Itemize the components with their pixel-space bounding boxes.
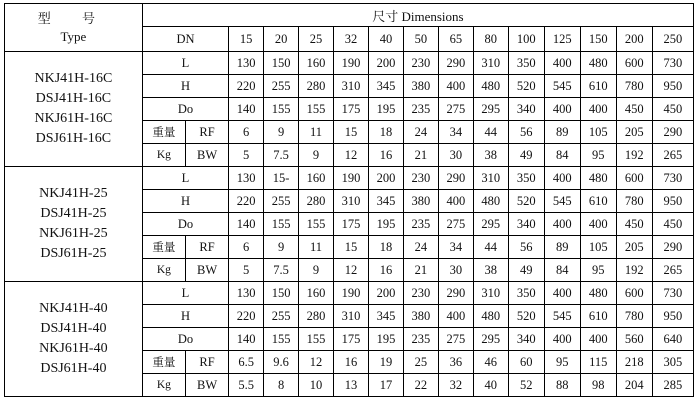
value-cell: 30	[438, 259, 473, 282]
value-cell: 140	[229, 213, 264, 236]
value-cell: 6.5	[229, 351, 264, 374]
value-cell: 480	[580, 52, 616, 75]
value-cell: 220	[229, 305, 264, 328]
value-cell: 11	[299, 236, 334, 259]
dn-value: 80	[473, 27, 508, 52]
value-cell: 12	[334, 144, 369, 167]
weight-sub-label: BW	[185, 374, 228, 397]
weight-unit: Kg	[142, 374, 185, 397]
value-cell: 480	[580, 282, 616, 305]
value-cell: 345	[368, 305, 403, 328]
value-cell: 560	[616, 328, 652, 351]
model-name: NKJ41H-40	[39, 301, 108, 316]
value-cell: 400	[544, 167, 580, 190]
value-cell: 230	[403, 52, 438, 75]
value-cell: 11	[299, 121, 334, 144]
value-cell: 285	[652, 374, 693, 397]
value-cell: 950	[652, 190, 693, 213]
value-cell: 520	[508, 305, 544, 328]
value-cell: 18	[368, 236, 403, 259]
value-cell: 44	[473, 236, 508, 259]
value-cell: 52	[508, 374, 544, 397]
value-cell: 290	[438, 167, 473, 190]
value-cell: 89	[544, 121, 580, 144]
value-cell: 480	[473, 75, 508, 98]
model-name: NKJ41H-16C	[34, 71, 113, 86]
row-label: L	[142, 282, 228, 305]
value-cell: 480	[473, 305, 508, 328]
model-name: DSJ41H-25	[40, 206, 107, 221]
value-cell: 34	[438, 121, 473, 144]
weight-label: 重量	[142, 121, 185, 144]
value-cell: 13	[334, 374, 369, 397]
value-cell: 780	[616, 305, 652, 328]
type-header	[5, 4, 143, 52]
value-cell: 15-	[264, 167, 299, 190]
value-cell: 25	[403, 351, 438, 374]
value-cell: 290	[652, 121, 693, 144]
value-cell: 400	[438, 75, 473, 98]
value-cell: 230	[403, 167, 438, 190]
weight-sub-label: RF	[185, 236, 228, 259]
valve-dimension-table	[4, 3, 694, 397]
value-cell: 400	[580, 328, 616, 351]
value-cell: 44	[473, 121, 508, 144]
value-cell: 84	[544, 144, 580, 167]
value-cell: 235	[403, 328, 438, 351]
value-cell: 600	[616, 52, 652, 75]
weight-sub-label: RF	[185, 351, 228, 374]
row-label: H	[142, 190, 228, 213]
value-cell: 310	[334, 75, 369, 98]
type-header-cn: 型 号	[37, 10, 110, 26]
dn-value: 40	[368, 27, 403, 52]
value-cell: 140	[229, 328, 264, 351]
value-cell: 380	[403, 75, 438, 98]
value-cell: 400	[544, 282, 580, 305]
value-cell: 600	[616, 167, 652, 190]
value-cell: 200	[368, 282, 403, 305]
row-label: Do	[142, 328, 228, 351]
value-cell: 130	[229, 167, 264, 190]
value-cell: 350	[508, 282, 544, 305]
value-cell: 280	[299, 305, 334, 328]
value-cell: 15	[334, 121, 369, 144]
model-name: NKJ41H-25	[39, 186, 108, 201]
model-name: NKJ61H-40	[39, 341, 108, 356]
value-cell: 140	[229, 98, 264, 121]
value-cell: 400	[544, 213, 580, 236]
row-label: Do	[142, 98, 228, 121]
value-cell: 520	[508, 75, 544, 98]
value-cell: 295	[473, 328, 508, 351]
value-cell: 9	[264, 121, 299, 144]
value-cell: 950	[652, 75, 693, 98]
value-cell: 16	[368, 259, 403, 282]
value-cell: 7.5	[264, 259, 299, 282]
model-type-cell	[5, 167, 143, 282]
value-cell: 450	[616, 98, 652, 121]
value-cell: 235	[403, 213, 438, 236]
value-cell: 22	[403, 374, 438, 397]
value-cell: 7.5	[264, 144, 299, 167]
value-cell: 155	[299, 98, 334, 121]
value-cell: 175	[334, 213, 369, 236]
value-cell: 310	[473, 167, 508, 190]
value-cell: 190	[334, 282, 369, 305]
value-cell: 195	[368, 98, 403, 121]
dn-label: DN	[142, 27, 228, 52]
value-cell: 340	[508, 213, 544, 236]
value-cell: 56	[508, 236, 544, 259]
table-row	[5, 167, 694, 190]
value-cell: 9	[299, 144, 334, 167]
value-cell: 9	[299, 259, 334, 282]
value-cell: 275	[438, 98, 473, 121]
dn-value: 125	[544, 27, 580, 52]
value-cell: 16	[368, 144, 403, 167]
header-row-dimensions	[5, 4, 694, 27]
value-cell: 9.6	[264, 351, 299, 374]
value-cell: 84	[544, 259, 580, 282]
value-cell: 155	[264, 98, 299, 121]
value-cell: 400	[438, 190, 473, 213]
value-cell: 345	[368, 75, 403, 98]
value-cell: 160	[299, 52, 334, 75]
value-cell: 56	[508, 121, 544, 144]
value-cell: 17	[368, 374, 403, 397]
dn-value: 50	[403, 27, 438, 52]
value-cell: 400	[438, 305, 473, 328]
value-cell: 150	[264, 52, 299, 75]
value-cell: 6	[229, 121, 264, 144]
table-row	[5, 282, 694, 305]
value-cell: 310	[473, 282, 508, 305]
weight-unit: Kg	[142, 259, 185, 282]
dn-value: 25	[299, 27, 334, 52]
value-cell: 105	[580, 236, 616, 259]
dn-value: 65	[438, 27, 473, 52]
value-cell: 350	[508, 52, 544, 75]
value-cell: 780	[616, 75, 652, 98]
value-cell: 340	[508, 98, 544, 121]
value-cell: 89	[544, 236, 580, 259]
model-name: NKJ61H-25	[39, 226, 108, 241]
value-cell: 610	[580, 75, 616, 98]
value-cell: 46	[473, 351, 508, 374]
value-cell: 8	[264, 374, 299, 397]
value-cell: 24	[403, 121, 438, 144]
value-cell: 400	[544, 98, 580, 121]
value-cell: 200	[368, 52, 403, 75]
value-cell: 160	[299, 167, 334, 190]
value-cell: 400	[544, 52, 580, 75]
value-cell: 610	[580, 190, 616, 213]
dn-value: 250	[652, 27, 693, 52]
value-cell: 155	[299, 213, 334, 236]
value-cell: 305	[652, 351, 693, 374]
model-type-cell	[5, 282, 143, 397]
weight-unit: Kg	[142, 144, 185, 167]
value-cell: 730	[652, 282, 693, 305]
value-cell: 205	[616, 121, 652, 144]
value-cell: 255	[264, 190, 299, 213]
value-cell: 280	[299, 190, 334, 213]
value-cell: 204	[616, 374, 652, 397]
value-cell: 12	[334, 259, 369, 282]
value-cell: 175	[334, 328, 369, 351]
value-cell: 175	[334, 98, 369, 121]
value-cell: 780	[616, 190, 652, 213]
value-cell: 295	[473, 213, 508, 236]
dn-value: 100	[508, 27, 544, 52]
row-label: L	[142, 167, 228, 190]
value-cell: 310	[473, 52, 508, 75]
value-cell: 400	[580, 213, 616, 236]
value-cell: 640	[652, 328, 693, 351]
value-cell: 36	[438, 351, 473, 374]
value-cell: 450	[652, 98, 693, 121]
value-cell: 520	[508, 190, 544, 213]
value-cell: 21	[403, 259, 438, 282]
value-cell: 10	[299, 374, 334, 397]
value-cell: 130	[229, 282, 264, 305]
value-cell: 400	[544, 328, 580, 351]
value-cell: 255	[264, 75, 299, 98]
value-cell: 195	[368, 328, 403, 351]
value-cell: 6	[229, 236, 264, 259]
value-cell: 12	[299, 351, 334, 374]
value-cell: 545	[544, 305, 580, 328]
value-cell: 190	[334, 167, 369, 190]
value-cell: 30	[438, 144, 473, 167]
model-name: DSJ61H-16C	[35, 131, 112, 146]
value-cell: 9	[264, 236, 299, 259]
value-cell: 190	[334, 52, 369, 75]
type-header-en: Type	[60, 28, 87, 44]
value-cell: 105	[580, 121, 616, 144]
value-cell: 18	[368, 121, 403, 144]
value-cell: 340	[508, 328, 544, 351]
value-cell: 15	[334, 236, 369, 259]
value-cell: 49	[508, 259, 544, 282]
value-cell: 545	[544, 75, 580, 98]
value-cell: 600	[616, 282, 652, 305]
value-cell: 450	[616, 213, 652, 236]
row-label: Do	[142, 213, 228, 236]
value-cell: 265	[652, 259, 693, 282]
value-cell: 192	[616, 259, 652, 282]
value-cell: 32	[438, 374, 473, 397]
value-cell: 60	[508, 351, 544, 374]
value-cell: 38	[473, 144, 508, 167]
value-cell: 34	[438, 236, 473, 259]
weight-label: 重量	[142, 236, 185, 259]
value-cell: 155	[264, 328, 299, 351]
value-cell: 400	[580, 98, 616, 121]
model-name: DSJ61H-40	[40, 361, 107, 376]
value-cell: 49	[508, 144, 544, 167]
value-cell: 200	[368, 167, 403, 190]
value-cell: 295	[473, 98, 508, 121]
value-cell: 380	[403, 190, 438, 213]
value-cell: 19	[368, 351, 403, 374]
value-cell: 730	[652, 52, 693, 75]
value-cell: 95	[580, 144, 616, 167]
value-cell: 16	[334, 351, 369, 374]
dn-value: 150	[580, 27, 616, 52]
model-name: DSJ41H-40	[40, 321, 107, 336]
dn-value: 32	[334, 27, 369, 52]
value-cell: 5	[229, 259, 264, 282]
value-cell: 192	[616, 144, 652, 167]
value-cell: 220	[229, 190, 264, 213]
value-cell: 38	[473, 259, 508, 282]
value-cell: 380	[403, 305, 438, 328]
value-cell: 255	[264, 305, 299, 328]
row-label: L	[142, 52, 228, 75]
value-cell: 235	[403, 98, 438, 121]
value-cell: 24	[403, 236, 438, 259]
weight-sub-label: RF	[185, 121, 228, 144]
value-cell: 5	[229, 144, 264, 167]
value-cell: 220	[229, 75, 264, 98]
row-label: H	[142, 75, 228, 98]
value-cell: 40	[473, 374, 508, 397]
value-cell: 5.5	[229, 374, 264, 397]
value-cell: 218	[616, 351, 652, 374]
value-cell: 310	[334, 305, 369, 328]
value-cell: 280	[299, 75, 334, 98]
table-row	[5, 52, 694, 75]
value-cell: 545	[544, 190, 580, 213]
value-cell: 730	[652, 167, 693, 190]
weight-sub-label: BW	[185, 144, 228, 167]
value-cell: 310	[334, 190, 369, 213]
value-cell: 205	[616, 236, 652, 259]
value-cell: 450	[652, 213, 693, 236]
dn-value: 15	[229, 27, 264, 52]
value-cell: 160	[299, 282, 334, 305]
value-cell: 290	[438, 282, 473, 305]
value-cell: 230	[403, 282, 438, 305]
model-name: DSJ61H-25	[40, 246, 107, 261]
value-cell: 265	[652, 144, 693, 167]
value-cell: 95	[544, 351, 580, 374]
dn-value: 20	[264, 27, 299, 52]
value-cell: 115	[580, 351, 616, 374]
model-type-cell	[5, 52, 143, 167]
value-cell: 275	[438, 213, 473, 236]
value-cell: 98	[580, 374, 616, 397]
value-cell: 21	[403, 144, 438, 167]
model-name: NKJ61H-16C	[34, 111, 113, 126]
value-cell: 480	[580, 167, 616, 190]
value-cell: 95	[580, 259, 616, 282]
spec-table-container	[4, 3, 694, 397]
value-cell: 195	[368, 213, 403, 236]
row-label: H	[142, 305, 228, 328]
value-cell: 290	[652, 236, 693, 259]
model-name: DSJ41H-16C	[35, 91, 112, 106]
value-cell: 610	[580, 305, 616, 328]
weight-sub-label: BW	[185, 259, 228, 282]
weight-label: 重量	[142, 351, 185, 374]
value-cell: 155	[299, 328, 334, 351]
value-cell: 275	[438, 328, 473, 351]
value-cell: 150	[264, 282, 299, 305]
value-cell: 345	[368, 190, 403, 213]
value-cell: 130	[229, 52, 264, 75]
value-cell: 290	[438, 52, 473, 75]
value-cell: 88	[544, 374, 580, 397]
dn-value: 200	[616, 27, 652, 52]
value-cell: 480	[473, 190, 508, 213]
value-cell: 350	[508, 167, 544, 190]
table-body	[5, 52, 694, 397]
dimensions-header: 尺寸 Dimensions	[142, 4, 693, 27]
value-cell: 950	[652, 305, 693, 328]
value-cell: 155	[264, 213, 299, 236]
